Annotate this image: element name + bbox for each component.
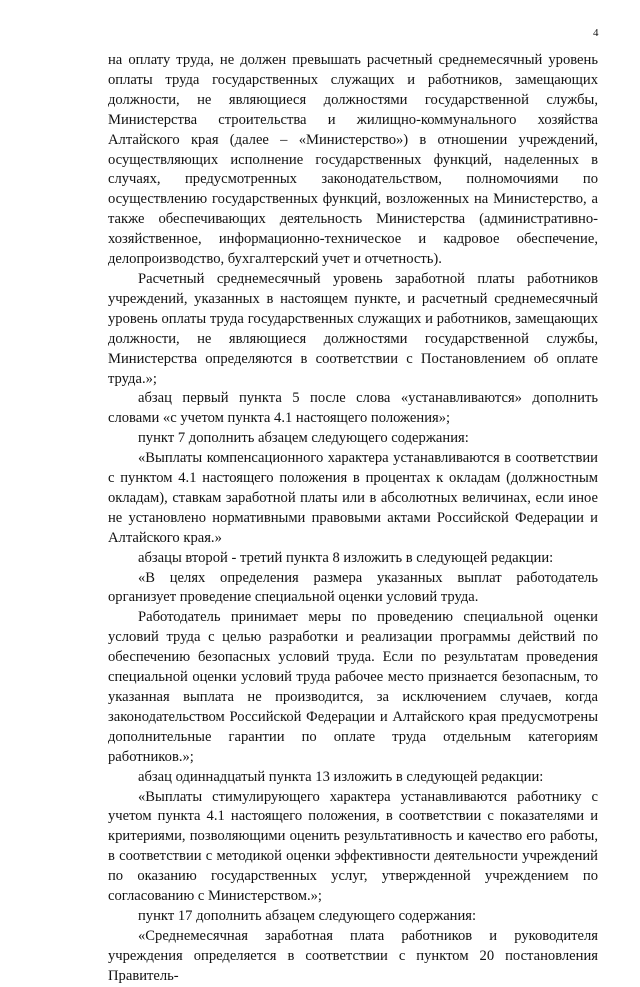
paragraph: «Выплаты стимулирующего характера устанавливаются работнику с учетом пункта 4.1 настоящего положения, в соответствии с показателями и критериями, позволяющими оценить результативность и качество его работы, в соответствии с методикой оценки эффективности деятельности учреждений по оказанию государственных услуг, утвержденной учреждением по согласованию с Министерством.»; [108, 788, 598, 905]
paragraph: пункт 17 дополнить абзацем следующего содержания: [138, 907, 477, 924]
paragraph-continuation: на оплату труда, не должен превышать расчетный среднемесячный уровень оплаты труда государственных служащих и работников, замещающих должности, не являющиеся должностями государственной службы, Министерства строительства и жилищно-коммунального хозяйства Алтайского края (далее – «Министерство») в отношении учреждений, осуществляющих исполнение государственных функций, наделенных в случаях, предусмотренных законодательством, полномочиями по осуществлению государственных функций, возложенных на Министерство, а также обеспечивающих деятельность Министерства (административно-хозяйственное, информационно-техническое и кадровое обеспечение, делопроизводство, бухгалтерский учет и отчетность). [108, 52, 598, 268]
document-body [108, 51, 598, 987]
paragraph: абзац первый пункта 5 после слова «устанавливаются» дополнить словами «с учетом пункта 4.1 настоящего положения»; [108, 390, 598, 427]
paragraph: Работодатель принимает меры по проведению специальной оценки условий труда с целью разработки и реализации программы действий по обеспечению безопасных условий труда. Если по результатам проведения специальной оценки условий труда рабочее место признается безопасным, то указанная выплата не производится, за исключением случаев, когда законодательством Российской Федерации и Алтайского края предусмотрены дополнительные гарантии по оплате труда отдельным категориям работников.»; [108, 609, 598, 765]
paragraph: абзац одиннадцатый пункта 13 изложить в следующей редакции: [138, 768, 544, 785]
paragraph: абзацы второй - третий пункта 8 изложить в следующей редакции: [138, 549, 554, 566]
paragraph: Расчетный среднемесячный уровень заработной платы работников учреждений, указанных в настоящем пункте, и расчетный среднемесячный уровень оплаты труда государственных служащих и работников, замещающих должности, не являющиеся должностями государственной службы, Министерства определяются в соответствии с Постановлением об оплате труда.»; [108, 270, 598, 387]
page-number: 4 [593, 27, 599, 39]
paragraph: пункт 7 дополнить абзацем следующего содержания: [138, 430, 469, 447]
paragraph: «Выплаты компенсационного характера устанавливаются в соответствии с пунктом 4.1 настоящего положения в процентах к окладам (должностным окладам), ставкам заработной платы или в абсолютных величинах, если иное не установлено нормативными правовыми актами Российской Федерации и Алтайского края.» [108, 450, 598, 546]
paragraph: «В целях определения размера указанных выплат работодатель организует проведение специальной оценки условий труда. [108, 569, 598, 606]
paragraph: «Среднемесячная заработная плата работников и руководителя учреждения определяется в соответствии с пунктом 20 постановления Правитель- [108, 927, 598, 984]
